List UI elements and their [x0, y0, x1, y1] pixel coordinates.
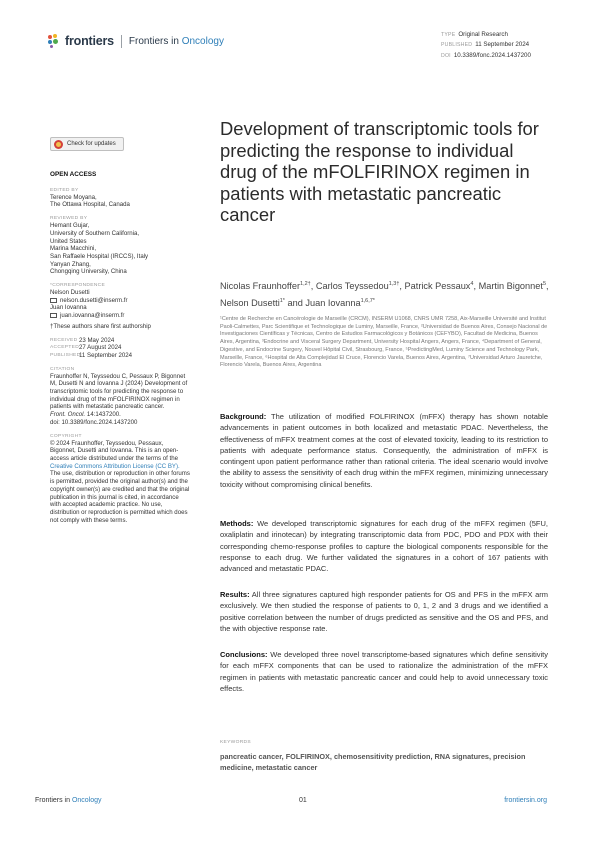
- footer-journal[interactable]: Frontiers in Oncology: [35, 797, 102, 804]
- email-link-dusetti[interactable]: nelson.dusetti@inserm.fr: [50, 297, 190, 305]
- meta-doi: DOI 10.3389/fonc.2024.1437200: [441, 51, 531, 59]
- license-link[interactable]: Creative Commons Attribution License (CC BY).: [50, 462, 180, 470]
- page-footer: [35, 797, 547, 804]
- author[interactable]: Carlos Teyssedou$^{1,3\dagger}$: [315, 281, 400, 292]
- keywords: pancreatic cancer, FOLFIRINOX, chemosensitivity prediction, RNA signatures, precision medicine, metastatic cancer: [220, 752, 526, 773]
- check-updates-icon: [54, 140, 63, 149]
- author[interactable]: Martin Bigonnet$^5$: [478, 281, 546, 292]
- mail-icon: [50, 298, 57, 303]
- dates-block: RECEIVED 23 May 2024 ACCEPTED 27 August 2024 PUBLISHED 11 September 2024: [50, 336, 133, 359]
- correspondence-block: *CORRESPONDENCE Nelson Dusetti nelson.dusetti@inserm.fr Juan Iovanna juan.iovanna@inserm.fr †These authors share first authorship: [50, 282, 190, 331]
- author[interactable]: Patrick Pessaux$^4$: [404, 281, 474, 292]
- abstract-results: Results: All three signatures captured high responder patients for OS and PFS in the mFFX arm exclusively. We then studied the response of patients to 0, 1, 2 and 3 drugs and we identified a positive correlation between the number of drugs predicted as sensitive and the OS and PFS, and the with objective response rate.: [220, 590, 548, 633]
- abstract-methods: Methods: We developed transcriptomic signatures for each drug of the mFFX regimen (5FU, oxaliplatin and irinotecan) by integrating transcriptomic data from PDC, PDO and PDX with their corresponding chemo-response profiles to capture the biological components responsible for the response to each drug. We further validated the signatures in a cohort of 167 patients with advanced and metastatic PDAC.: [220, 519, 548, 574]
- abstract-conclusions: Conclusions: We developed three novel transcriptome-based signatures which define sensitivity for each mFFX components that can be used to rationalize the administration of the mFFX regimen in patients with metastatic pancreatic cancer and could help to avoid unnecessary toxic effects.: [220, 650, 548, 693]
- author[interactable]: Juan Iovanna$^{1,6,7*}$: [305, 298, 375, 309]
- journal-name[interactable]: Frontiers in Oncology: [128, 35, 224, 47]
- open-access-label: OPEN ACCESS: [50, 171, 97, 178]
- affiliations: ¹Centre de Recherche en Cancérologie de Marseille (CRCM), INSERM U1068, CNRS UMR 7258, Aix-Marseille Université and Institut Paoli-Calmettes, Parc Scientifique et Technologique de Luminy, Marseille, France, ²Universidad de Buenos Aires, Consejo Nacional de Investigaciones Científicas y Técnicas, Centro de Estudios Farmacológicos y Botánicos (CEFYBO), Facultad de Medicina, Buenos Aires, Argentina, ³Endocrine and Visceral Surgery Department, University Hospital Angers, Angers, France, ⁴Department of General, Digestive, and Endocrine Surgery, Nouvel Hôpital Civil, Strasbourg, France, ⁵PredictingMed, Luminy Science and Technology Park, Marseille, France, ⁶Hospital de Alta Complejidad El Cruce, Florencio Varela, Buenos Aires, Argentina, ⁷Universidad Arturo Jauretche, Florencio Varela, Buenos Aires, Argentina: [220, 316, 548, 369]
- frontiers-logo[interactable]: [48, 34, 224, 48]
- copyright-block: COPYRIGHT © 2024 Fraunhoffer, Teyssedou, Pessaux, Bigonnet, Dusetti and Iovanna. This is an open-access article distributed under the terms of the Creative Commons Attribution License (CC BY). The use, distribution or reproduction in other forums is permitted, provided the original author(s) and the copyright owner(s) are credited and that the original publication in this journal is cited, in accordance with accepted academic practice. No use, distribution or reproduction is permitted which does not comply with these terms.: [50, 433, 190, 524]
- footer-site-link[interactable]: frontiersin.org: [504, 797, 547, 804]
- check-updates-label: Check for updates: [67, 141, 116, 147]
- page-number: 01: [298, 797, 307, 804]
- author[interactable]: Nicolas Fraunhoffer$^{1,2\dagger}$: [220, 281, 311, 292]
- citation-block: CITATION Fraunhoffer N, Teyssedou C, Pessaux P, Bigonnet M, Dusetti N and Iovanna J (2024) Development of transcriptomic tools for predicting the response to individual drug of the mFOLFIRINOX regimen in patients with metastatic pancreatic cancer. Front. Oncol. 14:1437200. doi: 10.3389/fonc.2024.1437200: [50, 366, 188, 426]
- article-title: Development of transcriptomic tools for predicting the response to individual drug of the mFOLFIRINOX regimen in patients with metastatic pancreatic cancer: [220, 118, 539, 226]
- edited-by-block: EDITED BY Terence Moyana, The Ottawa Hospital, Canada: [50, 187, 130, 209]
- author[interactable]: Nelson Dusetti$^{1*}$: [220, 298, 285, 309]
- keywords-label: KEYWORDS: [220, 740, 251, 745]
- author-list: Nicolas Fraunhoffer$^{1,2\dagger}$, Carlos Teyssedou$^{1,3\dagger}$, Patrick Pessaux$^4$, Martin Bigonnet$^5$, Nelson Dusetti$^{1*}$ and Juan Iovanna$^{1,6,7*}$: [220, 281, 549, 309]
- check-for-updates-button[interactable]: [50, 137, 124, 151]
- reviewed-by-block: REVIEWED BY Hemant Gujar, University of Southern California, United States Marina Macchini, San Raffaele Hospital (IRCCS), Italy Yanyan Zhang, Chongqing University, China: [50, 216, 149, 276]
- abstract-background: Background: The utilization of modified FOLFIRINOX (mFFX) therapy has shown notable advancements in patient outcomes in both localized and metastatic PDAC. Nevertheless, the effectiveness of mFFX treatment comes at the cost of elevated toxicity, leading to its restriction to patients with adequate performance status. Consequently, the administration of mFFX is contingent upon patient performance rather than rational criteria. The ideal scenario would involve the ability to assess the sensitivity of each drug within the mFFX regimen, minimizing unnecessary toxicity without compromising clinical benefits.: [220, 412, 548, 489]
- article-meta: [441, 30, 531, 61]
- sidebar: [50, 171, 190, 530]
- email-link-iovanna[interactable]: juan.iovanna@inserm.fr: [50, 312, 190, 320]
- frontiers-logo-icon: [48, 34, 62, 48]
- mail-icon: [50, 313, 57, 318]
- logo-text: frontiers: [65, 34, 114, 48]
- meta-published: PUBLISHED 11 September 2024: [441, 41, 530, 49]
- meta-type: TYPE Original Research: [441, 31, 508, 38]
- logo-divider: [121, 35, 122, 48]
